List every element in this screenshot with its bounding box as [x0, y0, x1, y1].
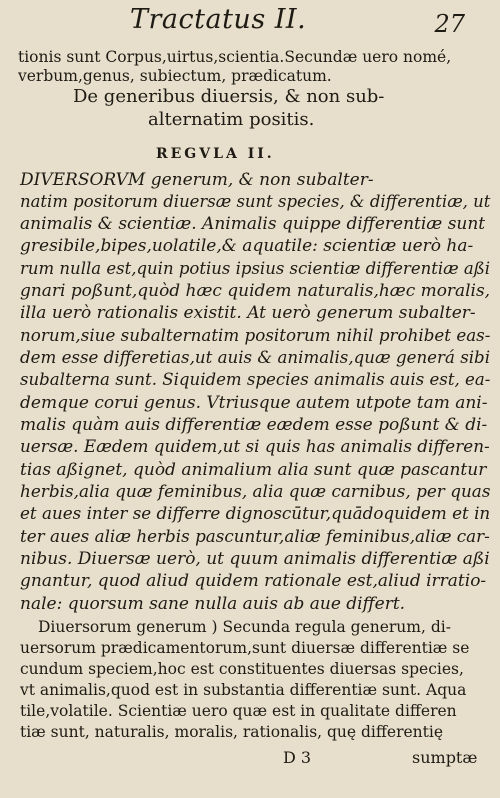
commentary-line: tile,volatile. Scientiæ uero quæ est in qualitate differen	[20, 702, 457, 720]
commentary-line: tiæ sunt, naturalis, moralis, rationalis, quę differentię	[20, 723, 444, 741]
running-title: Tractatus II.	[130, 4, 307, 35]
rule-text-line: herbis,alia quæ feminibus, alia quæ carnibus, per quas	[20, 482, 491, 502]
commentary-line: vt animalis,quod est in substantia differentiæ sunt. Aqua	[20, 681, 467, 699]
page-number: 27	[434, 10, 465, 38]
rule-text-line: norum,siue subalternatim positorum nihil prohibet eas-	[20, 326, 491, 346]
intro-line: tionis sunt Corpus,uirtus,scientia.Secundæ uero nomé,	[18, 48, 452, 66]
catchword: sumptæ	[412, 748, 478, 767]
rule-text-line: et aues inter se differre dignoscūtur,quādoquidem et in	[20, 504, 491, 524]
rule-text-line: subalterna sunt. Siquidem species animalis auis est, ea-	[20, 370, 491, 390]
rule-text-line: gresibile,bipes,uolatile,& aquatile: scientiæ uerò ha-	[20, 236, 474, 256]
rule-text-line: illa uerò rationalis existit. At uerò generum subalter-	[20, 303, 476, 323]
rule-text-line: gnari poßunt,quòd hæc quidem naturalis,hæc moralis,	[20, 281, 491, 301]
rule-text-line: rum nulla est,quin potius ipsius scientiæ differentiæ aßi	[20, 259, 491, 279]
rule-text-line: DIVERSORVM generum, & non subalter-	[20, 170, 374, 190]
section-heading: De generibus diuersis, & non sub-	[73, 86, 385, 107]
intro-line: verbum,genus, subiectum, prædicatum.	[18, 67, 332, 85]
rule-text-line: natim positorum diuersæ sunt species, & differentiæ, ut	[20, 192, 491, 212]
rule-text-line: dem esse differetias,ut auis & animalis,quæ generá sibi	[20, 348, 491, 368]
rule-text-line: gnantur, quod aliud quidem rationale est,aliud irratio-	[20, 571, 487, 591]
rule-text-line: uersæ. Eædem quidem,ut si quis has animalis differen-	[20, 437, 490, 457]
rule-text-line: tias aßignet, quòd animalium alia sunt quæ pascantur	[20, 460, 487, 480]
rule-text-line: nale: quorsum sane nulla auis ab aue differt.	[20, 594, 406, 614]
rule-text-line: demque corui genus. Vtriusque autem utpote tam ani-	[20, 393, 488, 413]
commentary-line: cundum speciem,hoc est constituentes diuersas species,	[20, 660, 464, 678]
commentary-line: Diuersorum generum ) Secunda regula generum, di-	[38, 618, 451, 636]
rule-text-line: animalis & scientiæ. Animalis quippe differentiæ sunt	[20, 214, 486, 234]
rule-heading: REGVLA II.	[156, 146, 275, 162]
commentary-line: uersorum prædicamentorum,sunt diuersæ differentiæ se	[20, 639, 470, 657]
rule-text-line: nibus. Diuersæ uerò, ut quum animalis differentiæ aßi	[20, 549, 490, 569]
rule-text-line: malis quàm auis differentiæ eædem esse poßunt & di-	[20, 415, 488, 435]
section-heading: alternatim positis.	[148, 109, 315, 130]
rule-text-line: ter aues aliæ herbis pascuntur,aliæ feminibus,aliæ car-	[20, 527, 490, 547]
signature-mark: D 3	[283, 748, 312, 767]
